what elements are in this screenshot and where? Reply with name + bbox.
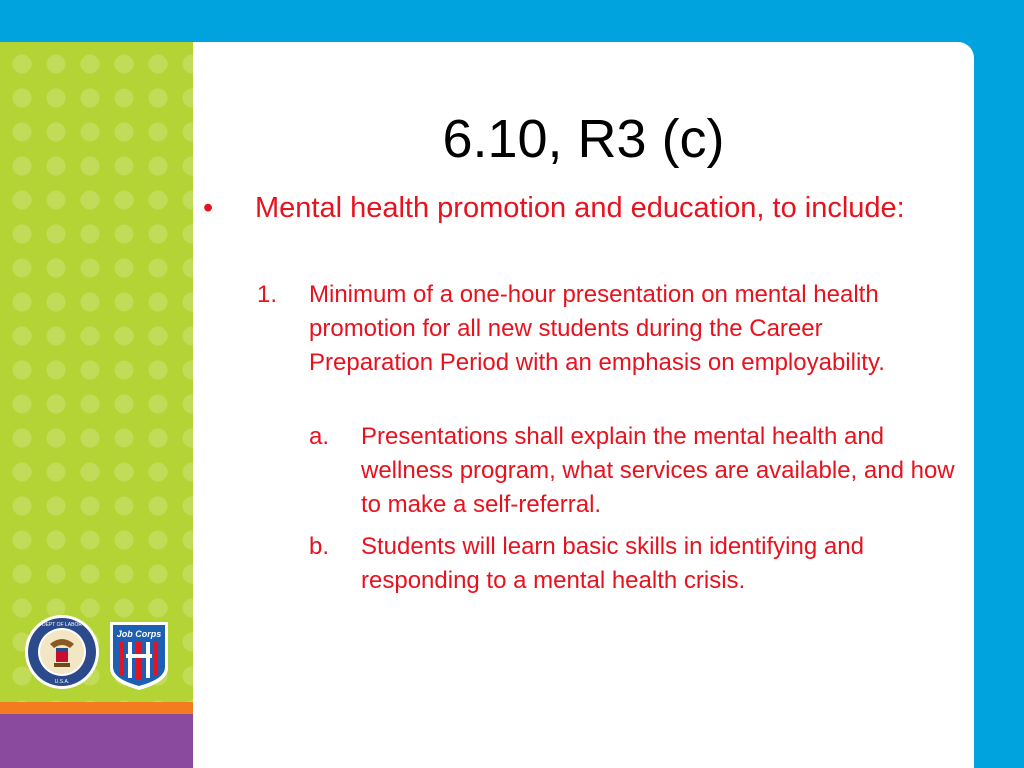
svg-text:Job Corps: Job Corps (116, 629, 162, 639)
right-frame-band (974, 42, 1024, 768)
numbered-item-1 (257, 278, 929, 380)
job-corps-logo (106, 618, 172, 692)
left-decorative-panel (0, 42, 193, 702)
numbered-item-marker: 1. (257, 281, 278, 308)
sub-item-text: Presentations shall explain the mental health and wellness program, what services are available, and how to make a self-referral. (361, 423, 955, 518)
bullet-marker: • (203, 192, 214, 224)
sub-item-marker: a. (309, 423, 330, 450)
sub-item-a (309, 420, 971, 522)
purple-accent-band (0, 714, 193, 768)
slide-title: 6.10, R3 (c) (442, 109, 725, 169)
sub-item-text: Students will learn basic skills in identifying and responding to a mental health crisis. (361, 533, 864, 594)
sub-item-b (309, 530, 971, 598)
top-frame-band (0, 0, 1024, 42)
orange-accent-stripe (0, 702, 193, 714)
sub-item-marker: b. (309, 533, 330, 560)
svg-text:DEPT OF LABOR: DEPT OF LABOR (42, 622, 82, 628)
numbered-item-text: Minimum of a one-hour presentation on mental health promotion for all new students during the Career Preparation Period with an emphasis on employability. (309, 281, 885, 376)
department-of-labor-seal-logo (24, 614, 100, 690)
main-bullet-text: Mental health promotion and education, to include: (255, 192, 905, 224)
svg-text:U.S.A.: U.S.A. (54, 679, 70, 685)
main-bullet (203, 190, 955, 226)
slide-content-area (193, 42, 974, 768)
